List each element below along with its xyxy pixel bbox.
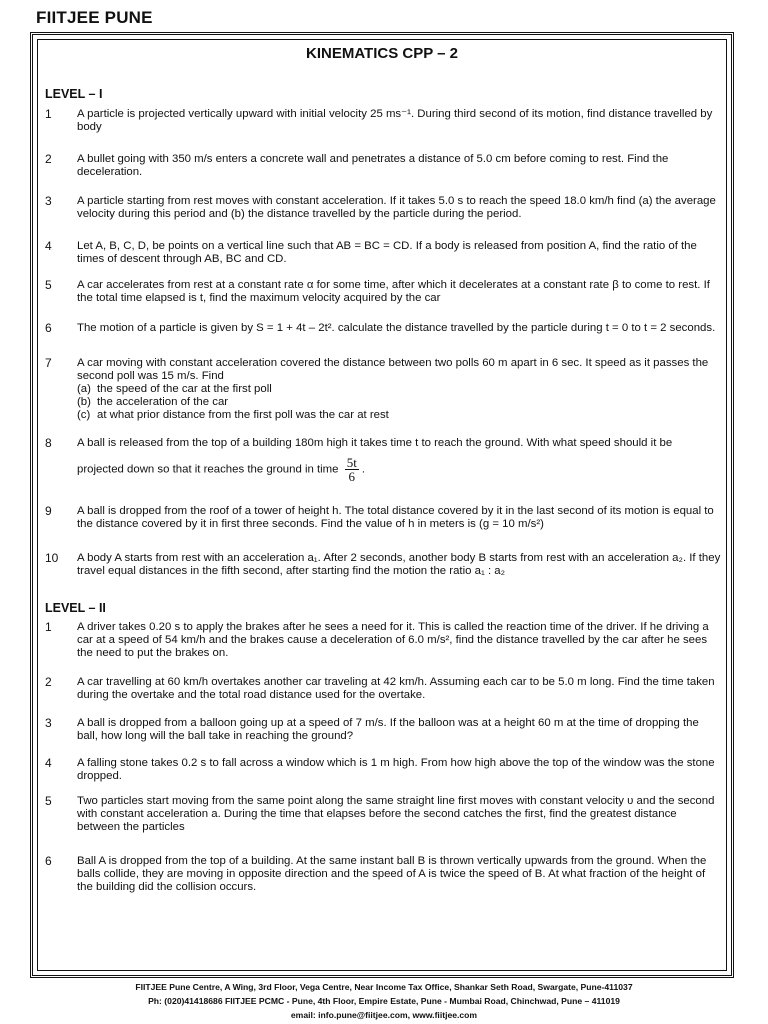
sub-part-text: at what prior distance from the first poll was the car at rest — [97, 409, 389, 421]
l1-question-9 — [45, 505, 721, 531]
question-text: A particle is projected vertically upward with initial velocity 25 ms⁻¹. During third second of its motion, find distance travelled by body — [77, 108, 713, 133]
question-number: 7 — [45, 356, 52, 370]
question-text: A car travelling at 60 km/h overtakes another car traveling at 42 km/h. Assuming each car to be 5.0 m long. Find the time taken during the overtake and the total road distance used for the overtake. — [77, 676, 715, 701]
question-number: 5 — [45, 278, 52, 292]
question-number: 1 — [45, 107, 52, 121]
level-1-heading: LEVEL – I — [45, 87, 103, 101]
question-number: 8 — [45, 436, 52, 450]
question-number: 4 — [45, 239, 52, 253]
question-text: Let A, B, C, D, be points on a vertical line such that AB = BC = CD. If a body is released from position A, find the ratio of the times of descent through AB, BC and CD. — [77, 240, 697, 265]
question-text: A ball is dropped from a balloon going up at a speed of 7 m/s. If the balloon was at a height 60 m at the time of dropping the ball, how long will the ball take in reaching the ground? — [77, 717, 699, 742]
l1-question-3 — [45, 195, 721, 221]
question-number: 2 — [45, 675, 52, 689]
worksheet-frame — [30, 32, 734, 978]
l1-question-1 — [45, 108, 721, 134]
sub-part-text: the acceleration of the car — [97, 396, 229, 408]
fraction-denominator: 6 — [348, 469, 355, 484]
question-text: A ball is released from the top of a building 180m high it takes time t to reach the ground. With what speed should it be — [77, 437, 673, 449]
l1-question-4 — [45, 240, 721, 266]
l1-question-5 — [45, 279, 721, 305]
sub-part-b — [77, 396, 721, 409]
question-text: A body A starts from rest with an acceleration a₁. After 2 seconds, another body B starts from rest with an acceleration a₂. If they travel equal distances in the fifth second, after starting find the motion the ratio a₁ : a₂ — [77, 552, 721, 577]
question-number: 2 — [45, 152, 52, 166]
l2-question-2 — [45, 676, 721, 702]
sub-part-text: the speed of the car at the first poll — [97, 383, 272, 395]
l1-question-8 — [45, 437, 721, 483]
footer-address-line: FIITJEE Pune Centre, A Wing, 3rd Floor, Vega Centre, Near Income Tax Office, Shankar Seth Road, Swargate, Pune-411037 — [135, 982, 633, 992]
question-text: The motion of a particle is given by S = 1 + 4t – 2t². calculate the distance travelled by the particle during t = 0 to t = 2 seconds. — [77, 322, 716, 334]
l2-question-4 — [45, 757, 721, 783]
l2-question-6 — [45, 855, 721, 894]
fraction — [345, 456, 359, 483]
sheet-title: KINEMATICS CPP – 2 — [306, 45, 458, 62]
sub-part-label: (a) — [77, 383, 91, 395]
question-text: A falling stone takes 0.2 s to fall across a window which is 1 m high. From how high above the top of the window was the stone dropped. — [77, 757, 715, 782]
question-text: Two particles start moving from the same point along the same straight line first moves with constant velocity υ and the second with constant acceleration a. During the time that elapses before the second catches the first, find the greatest distance between the particles — [77, 795, 715, 833]
question-text: A ball is dropped from the roof of a tower of height h. The total distance covered by it in the last second of its motion is equal to the distance covered by it in first three seconds. Find the value of h in meters is (g = 10 m/s²) — [77, 505, 714, 530]
sub-part-c — [77, 409, 721, 422]
question-number: 9 — [45, 504, 52, 518]
l1-question-7 — [45, 357, 721, 422]
question-text: A particle starting from rest moves with constant acceleration. If it takes 5.0 s to reach the speed 18.0 km/h find (a) the average velocity during this period and (b) the distance travelled by the particle during the period. — [77, 195, 716, 220]
institute-header: FIITJEE PUNE — [36, 8, 153, 27]
question-number: 3 — [45, 194, 52, 208]
sub-part-label: (b) — [77, 396, 91, 408]
question-number: 1 — [45, 620, 52, 634]
question-number: 6 — [45, 854, 52, 868]
question-number: 4 — [45, 756, 52, 770]
level-2-heading: LEVEL – II — [45, 601, 106, 615]
question-text: A car moving with constant acceleration covered the distance between two polls 60 m apart in 6 sec. It speed as it passes the second poll was 15 m/s. Find — [77, 357, 709, 382]
fraction-numerator: 5t — [346, 455, 357, 470]
question-text-continued: projected down so that it reaches the ground in time — [77, 463, 339, 476]
l1-question-6 — [45, 322, 721, 335]
question-text: Ball A is dropped from the top of a building. At the same instant ball B is thrown vertically upwards from the ground. When the balls collide, they are moving in opposite direction and the speed of A is twice the speed of B. At what fraction of the height of the building did the collision occurs. — [77, 855, 707, 893]
question-text-end: . — [361, 463, 365, 476]
sub-part-a — [77, 383, 721, 396]
l2-question-5 — [45, 795, 721, 834]
footer-phone-line: Ph: (020)41418686 FIITJEE PCMC - Pune, 4th Floor, Empire Estate, Pune - Mumbai Road, Chinchwad, Pune – 411019 — [148, 996, 620, 1006]
l2-question-3 — [45, 717, 721, 743]
footer-contact-line: email: info.pune@fiitjee.com, www.fiitjee.com — [290, 1010, 478, 1020]
question-text: A driver takes 0.20 s to apply the brakes after he sees a need for it. This is called the reaction time of the driver. If he driving a car at a speed of 54 km/h and the brakes cause a deceleration of 6.0 m/s², find the distance travelled by the car after he sees the need to put the brakes on. — [77, 621, 709, 659]
l2-question-1 — [45, 621, 721, 660]
question-text: A bullet going with 350 m/s enters a concrete wall and penetrates a distance of 5.0 cm before coming to rest. Find the deceleration. — [77, 153, 669, 178]
question-text: A car accelerates from rest at a constant rate α for some time, after which it decelerates at a constant rate β to come to rest. If the total time elapsed is t, find the maximum velocity acquired by the car — [77, 279, 710, 304]
l1-question-10 — [45, 552, 721, 578]
question-number: 3 — [45, 716, 52, 730]
question-number: 10 — [45, 551, 59, 565]
question-number: 5 — [45, 794, 52, 808]
sub-part-label: (c) — [77, 409, 91, 421]
l1-question-2 — [45, 153, 721, 179]
question-number: 6 — [45, 321, 52, 335]
